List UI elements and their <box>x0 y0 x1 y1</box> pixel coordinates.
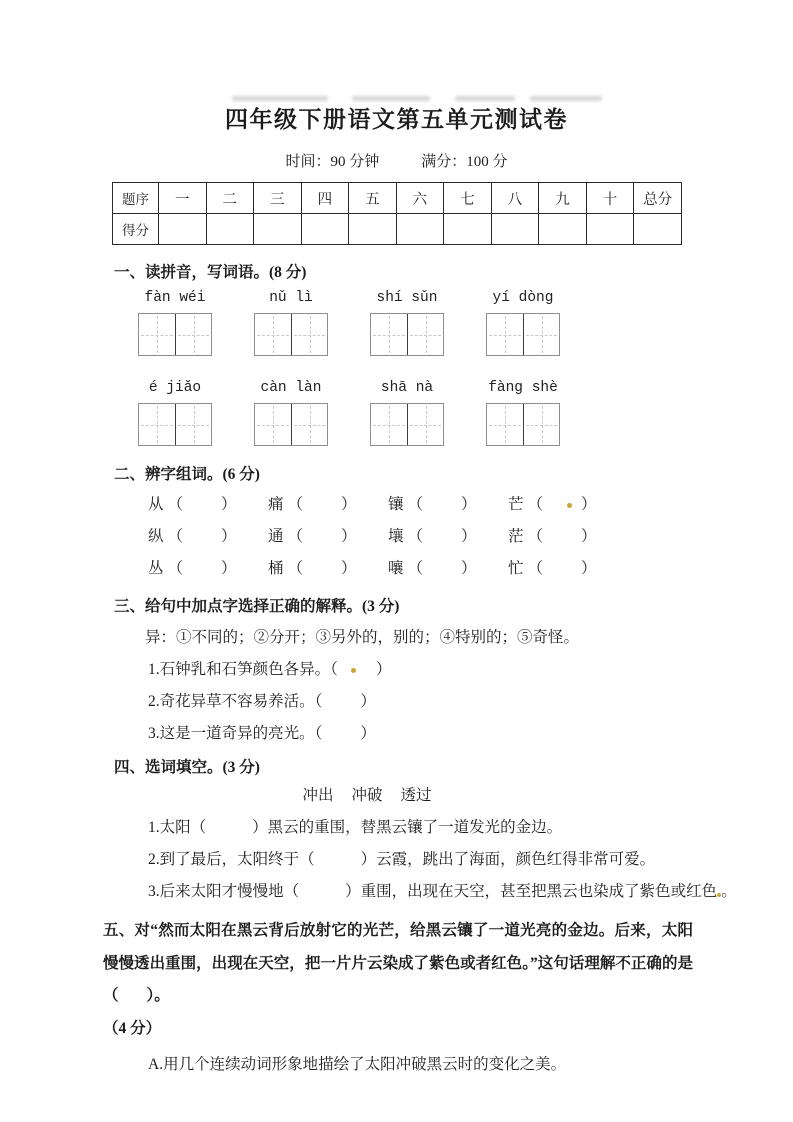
answer-blank[interactable]: （ ） <box>407 528 477 545</box>
char-label: 壤 <box>388 528 404 545</box>
grid-cell[interactable] <box>139 314 175 355</box>
answer-blank[interactable]: （ ） <box>314 693 376 710</box>
column-header: 一 <box>159 183 207 214</box>
answer-blank[interactable]: （ ） <box>407 496 477 513</box>
pinyin-label: é jiǎo <box>148 380 202 396</box>
question-text: 2.到了最后，太阳终于 <box>148 851 300 868</box>
question-text: 1.太阳 <box>148 819 191 836</box>
points-label: （4 分） <box>103 1019 162 1037</box>
pinyin-label: shí sǔn <box>376 290 438 306</box>
question-text: 云霞，跳出了海面，颜色红得非常可爱。 <box>376 851 656 868</box>
score-label: 得分 <box>113 214 159 245</box>
column-header: 八 <box>491 183 539 214</box>
grid-cell[interactable] <box>255 314 291 355</box>
pinyin-label: fàn wéi <box>144 290 206 306</box>
question-text: 。 <box>154 987 170 1004</box>
zuci-item <box>148 494 268 515</box>
zuci-item <box>508 558 628 579</box>
grid-cell[interactable] <box>523 314 559 355</box>
question-text: 2.奇花异草不容易养活。 <box>148 693 315 710</box>
pinyin-row-1 <box>103 290 693 306</box>
question-text: 五、对“然而太阳在黑云背后放射它的光芒，给黑云镶了一道光亮的金边。后来，太阳慢慢透出重围，出现在天空，把一片片云染成了紫色或者红色。”这句话理解不正确的是 <box>103 922 693 972</box>
grid-cell[interactable] <box>175 404 211 445</box>
option-a: A.用几个连续动词形象地描绘了太阳冲破黑云时的变化之美。 <box>148 1056 567 1073</box>
score-cell[interactable] <box>539 214 587 245</box>
grid-cell[interactable] <box>487 404 523 445</box>
answer-blank[interactable]: （ ） <box>287 496 357 513</box>
grid-cell[interactable] <box>175 314 211 355</box>
answer-blank[interactable]: （ ） <box>287 528 357 545</box>
zuci-item <box>268 494 388 515</box>
score-cell[interactable] <box>206 214 254 245</box>
char-label: 嚷 <box>388 560 404 577</box>
score-cell[interactable] <box>444 214 492 245</box>
writing-grid[interactable] <box>486 313 560 356</box>
question-text: 黑云的重围，替黑云镶了一道发光的金边。 <box>267 819 563 836</box>
question-text: 重围，出现在天空，甚至把黑云也染成了紫色或红色 <box>360 883 718 900</box>
grid-cell[interactable] <box>139 404 175 445</box>
grid-cell[interactable] <box>407 314 443 355</box>
zuci-item <box>268 558 388 579</box>
score-table-header-row <box>113 183 682 214</box>
pinyin-row-2 <box>103 380 693 396</box>
grid-cell[interactable] <box>523 404 559 445</box>
char-label: 通 <box>268 528 284 545</box>
writing-grid[interactable] <box>254 403 328 446</box>
column-header: 四 <box>301 183 349 214</box>
answer-blank[interactable]: （ ） <box>287 560 357 577</box>
section-five-paragraph <box>103 915 693 1013</box>
full-score-label: 满分：100 分 <box>421 154 508 170</box>
score-cell[interactable] <box>586 214 634 245</box>
score-cell[interactable] <box>634 214 682 245</box>
char-label: 从 <box>148 496 164 513</box>
column-header: 十 <box>586 183 634 214</box>
section-one-heading: 一、读拼音，写词语。(8 分) <box>114 264 307 281</box>
score-table-score-row <box>113 214 682 245</box>
question-item <box>148 691 693 712</box>
writing-grid-row-2 <box>103 403 693 446</box>
char-label: 纵 <box>148 528 164 545</box>
answer-blank[interactable]: （ ） <box>527 560 597 577</box>
question-order-label: 题序 <box>113 183 159 214</box>
word-option: 透过 <box>400 787 432 804</box>
answer-blank[interactable]: （ ） <box>167 528 237 545</box>
grid-cell[interactable] <box>291 314 327 355</box>
answer-blank[interactable]: （ ） <box>167 496 237 513</box>
answer-blank[interactable]: （ ） <box>330 661 392 678</box>
zuci-row <box>103 526 693 547</box>
writing-grid[interactable] <box>138 403 212 446</box>
zuci-item <box>388 526 508 547</box>
writing-grid[interactable] <box>486 403 560 446</box>
char-label: 茫 <box>508 528 524 545</box>
question-text: 3.后来太阳才慢慢地 <box>148 883 284 900</box>
question-text: 3.这是一道奇异的亮光。 <box>148 725 315 742</box>
score-cell[interactable] <box>396 214 444 245</box>
question-item <box>148 849 693 870</box>
zuci-item <box>148 526 268 547</box>
question-item <box>148 723 693 744</box>
answer-blank[interactable]: （ ） <box>314 725 376 742</box>
answer-blank[interactable]: （ ） <box>299 851 377 868</box>
column-header: 总分 <box>634 183 682 214</box>
grid-cell[interactable] <box>371 314 407 355</box>
score-cell[interactable] <box>491 214 539 245</box>
column-header: 七 <box>444 183 492 214</box>
section-two-heading: 二、辨字组词。(6 分) <box>114 466 260 483</box>
definition-line: 异：①不同的；②分开；③另外的，别的；④特别的；⑤奇怪。 <box>145 629 580 646</box>
zuci-item <box>388 558 508 579</box>
answer-blank[interactable]: （ ） <box>103 987 155 1004</box>
writing-grid[interactable] <box>138 313 212 356</box>
score-cell[interactable] <box>301 214 349 245</box>
grid-cell[interactable] <box>291 404 327 445</box>
column-header: 三 <box>254 183 302 214</box>
column-header: 六 <box>396 183 444 214</box>
question-item <box>148 817 693 838</box>
answer-blank[interactable]: （ ） <box>407 560 477 577</box>
writing-grid-row-1 <box>103 313 693 356</box>
zuci-item <box>388 494 508 515</box>
question-item <box>148 659 693 680</box>
score-table <box>112 182 682 245</box>
word-option: 冲破 <box>351 787 383 804</box>
highlight-dot <box>567 503 572 508</box>
answer-blank[interactable]: （ ） <box>283 883 361 900</box>
zuci-item <box>508 494 628 515</box>
score-cell[interactable] <box>254 214 302 245</box>
scan-artifact <box>0 96 793 104</box>
pinyin-label: yí dòng <box>492 290 554 306</box>
writing-grid[interactable] <box>370 313 444 356</box>
column-header: 五 <box>349 183 397 214</box>
exam-meta <box>0 150 793 171</box>
question-item <box>148 881 737 902</box>
char-label: 镶 <box>388 496 404 513</box>
grid-cell[interactable] <box>371 404 407 445</box>
char-label: 忙 <box>508 560 524 577</box>
score-cell[interactable] <box>159 214 207 245</box>
question-text: 1.石钟乳和石笋颜色各异。 <box>148 661 331 678</box>
pinyin-label: fàng shè <box>488 380 558 396</box>
writing-grid[interactable] <box>370 403 444 446</box>
writing-grid[interactable] <box>254 313 328 356</box>
zuci-item <box>148 558 268 579</box>
char-label: 桶 <box>268 560 284 577</box>
grid-cell[interactable] <box>255 404 291 445</box>
char-label: 丛 <box>148 560 164 577</box>
answer-blank[interactable]: （ ） <box>167 560 237 577</box>
question-text: 。 <box>721 883 737 900</box>
pinyin-label: càn làn <box>260 380 322 396</box>
pinyin-label: shā nà <box>380 380 434 396</box>
column-header: 二 <box>206 183 254 214</box>
score-cell[interactable] <box>349 214 397 245</box>
char-label: 芒 <box>508 496 524 513</box>
highlight-dot <box>351 668 356 673</box>
page-title: 四年级下册语文第五单元测试卷 <box>225 106 568 132</box>
section-three-heading: 三、给句中加点字选择正确的解释。(3 分) <box>114 598 400 615</box>
time-label: 时间：90 分钟 <box>285 154 380 170</box>
word-bank <box>103 785 693 806</box>
answer-blank[interactable]: （ ） <box>190 819 268 836</box>
zuci-row <box>103 494 693 515</box>
grid-cell[interactable] <box>487 314 523 355</box>
section-four-heading: 四、选词填空。(3 分) <box>114 759 260 776</box>
char-label: 痛 <box>268 496 284 513</box>
word-option: 冲出 <box>302 787 334 804</box>
answer-blank[interactable]: （ ） <box>527 496 597 513</box>
grid-cell[interactable] <box>407 404 443 445</box>
column-header: 九 <box>539 183 587 214</box>
exam-body <box>0 260 793 1075</box>
zuci-item <box>508 526 628 547</box>
zuci-item <box>268 526 388 547</box>
pinyin-label: nǔ lì <box>269 290 313 306</box>
answer-blank[interactable]: （ ） <box>527 528 597 545</box>
zuci-row <box>103 558 693 579</box>
